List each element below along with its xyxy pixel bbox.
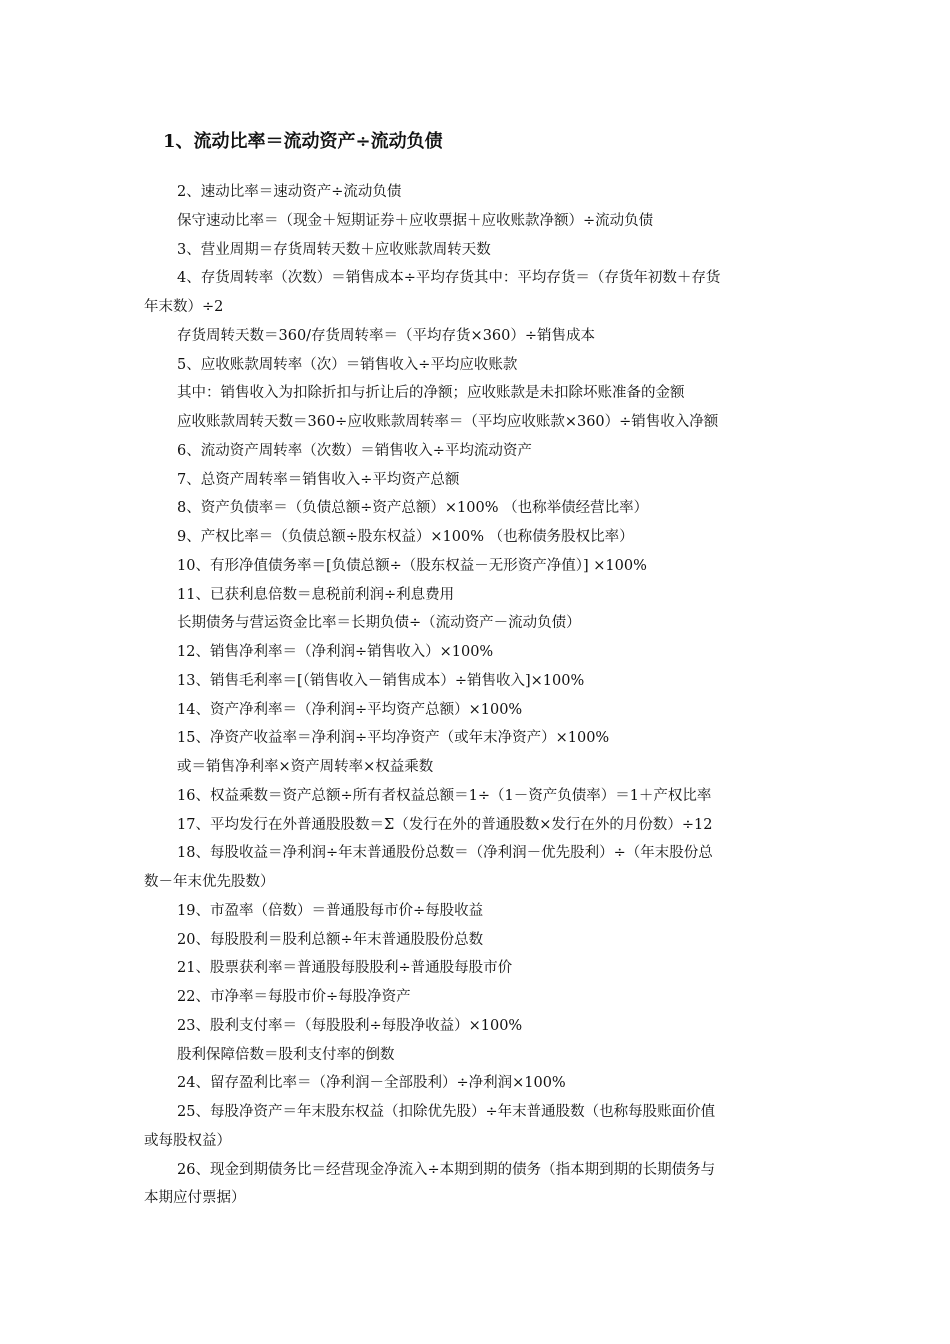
formula-line: 8、资产负债率＝（负债总额÷资产总额）×100% （也称举债经营比率）: [177, 500, 649, 517]
formula-list: [144, 178, 808, 1213]
formula-line: 13、销售毛利率＝[（销售收入－销售成本）÷销售收入]×100%: [177, 672, 585, 689]
formula-line: 股利保障倍数＝股利支付率的倒数: [177, 1046, 395, 1063]
formula-line: 11、已获利息倍数＝息税前利润÷利息费用: [177, 586, 455, 603]
formula-line: 18、每股收益＝净利润÷年末普通股份总数＝（净利润－优先股利）÷（年末股份总: [177, 845, 713, 862]
formula-line: 2、速动比率＝速动资产÷流动负债: [177, 184, 402, 200]
formula-line: 其中：销售收入为扣除折扣与折让后的净额；应收账款是未扣除坏账准备的金额: [177, 385, 685, 402]
page-title: 1、流动比率＝流动资产÷流动负债: [163, 131, 443, 152]
formula-line: 3、营业周期＝存货周转天数＋应收账款周转天数: [177, 241, 491, 258]
formula-line: 保守速动比率＝（现金＋短期证券＋应收票据＋应收账款净额）÷流动负债: [177, 212, 654, 229]
formula-line: 年末数）÷2: [144, 299, 224, 315]
formula-line: 19、市盈率（倍数）＝普通股每市价÷每股收益: [177, 902, 484, 919]
formula-line: 22、市净率＝每股市价÷每股净资产: [177, 989, 411, 1005]
formula-line: 或＝销售净利率×资产周转率×权益乘数: [177, 759, 434, 775]
formula-line: 12、销售净利率＝（净利润÷销售收入）×100%: [177, 644, 494, 660]
formula-line: 17、平均发行在外普通股股数＝Σ（发行在外的普通股数×发行在外的月份数）÷12: [177, 816, 713, 833]
formula-line: 21、股票获利率＝普通股每股股利÷普通股每股市价: [177, 960, 513, 977]
formula-line: 14、资产净利率＝（净利润÷平均资产总额）×100%: [177, 701, 523, 718]
formula-line: 20、每股股利＝股利总额÷年末普通股股份总数: [177, 931, 484, 948]
formula-line: 本期应付票据）: [144, 1190, 246, 1207]
formula-line: 23、股利支付率＝（每股股利÷每股净收益）×100%: [177, 1017, 523, 1034]
formula-line: 5、应收账款周转率（次）＝销售收入÷平均应收账款: [177, 356, 518, 373]
formula-line: 24、留存盈利比率＝（净利润－全部股利）÷净利润×100%: [177, 1075, 566, 1092]
formula-line: 10、有形净值债务率＝[负债总额÷（股东权益－无形资产净值）] ×100%: [177, 557, 647, 574]
formula-line: 4、存货周转率（次数）＝销售成本÷平均存货其中：平均存货＝（存货年初数＋存货: [177, 270, 721, 287]
formula-line: 7、总资产周转率＝销售收入÷平均资产总额: [177, 471, 460, 488]
formula-line: 数－年末优先股数）: [144, 874, 275, 890]
formula-line: 9、产权比率＝（负债总额÷股东权益）×100% （也称债务股权比率）: [177, 529, 634, 545]
formula-line: 25、每股净资产＝年末股东权益（扣除优先股）÷年末普通股数（也称每股账面价值: [177, 1104, 716, 1120]
formula-line: 6、流动资产周转率（次数）＝销售收入÷平均流动资产: [177, 442, 532, 459]
formula-line: 长期债务与营运资金比率＝长期负债÷（流动资产－流动负债）: [177, 615, 581, 632]
formula-line: 或每股权益）: [144, 1132, 231, 1149]
formula-line: 15、净资产收益率＝净利润÷平均净资产（或年末净资产）×100%: [177, 730, 610, 747]
formula-line: 应收账款周转天数＝360÷应收账款周转率＝（平均应收账款×360）÷销售收入净额: [177, 414, 719, 430]
formula-line: 存货周转天数＝360/存货周转率＝（平均存货×360）÷销售成本: [177, 327, 596, 344]
formula-line: 26、现金到期债务比＝经营现金净流入÷本期到期的债务（指本期到期的长期债务与: [177, 1161, 716, 1178]
formula-line: 16、权益乘数＝资产总额÷所有者权益总额＝1÷（1－资产负债率）＝1＋产权比率: [177, 787, 712, 804]
